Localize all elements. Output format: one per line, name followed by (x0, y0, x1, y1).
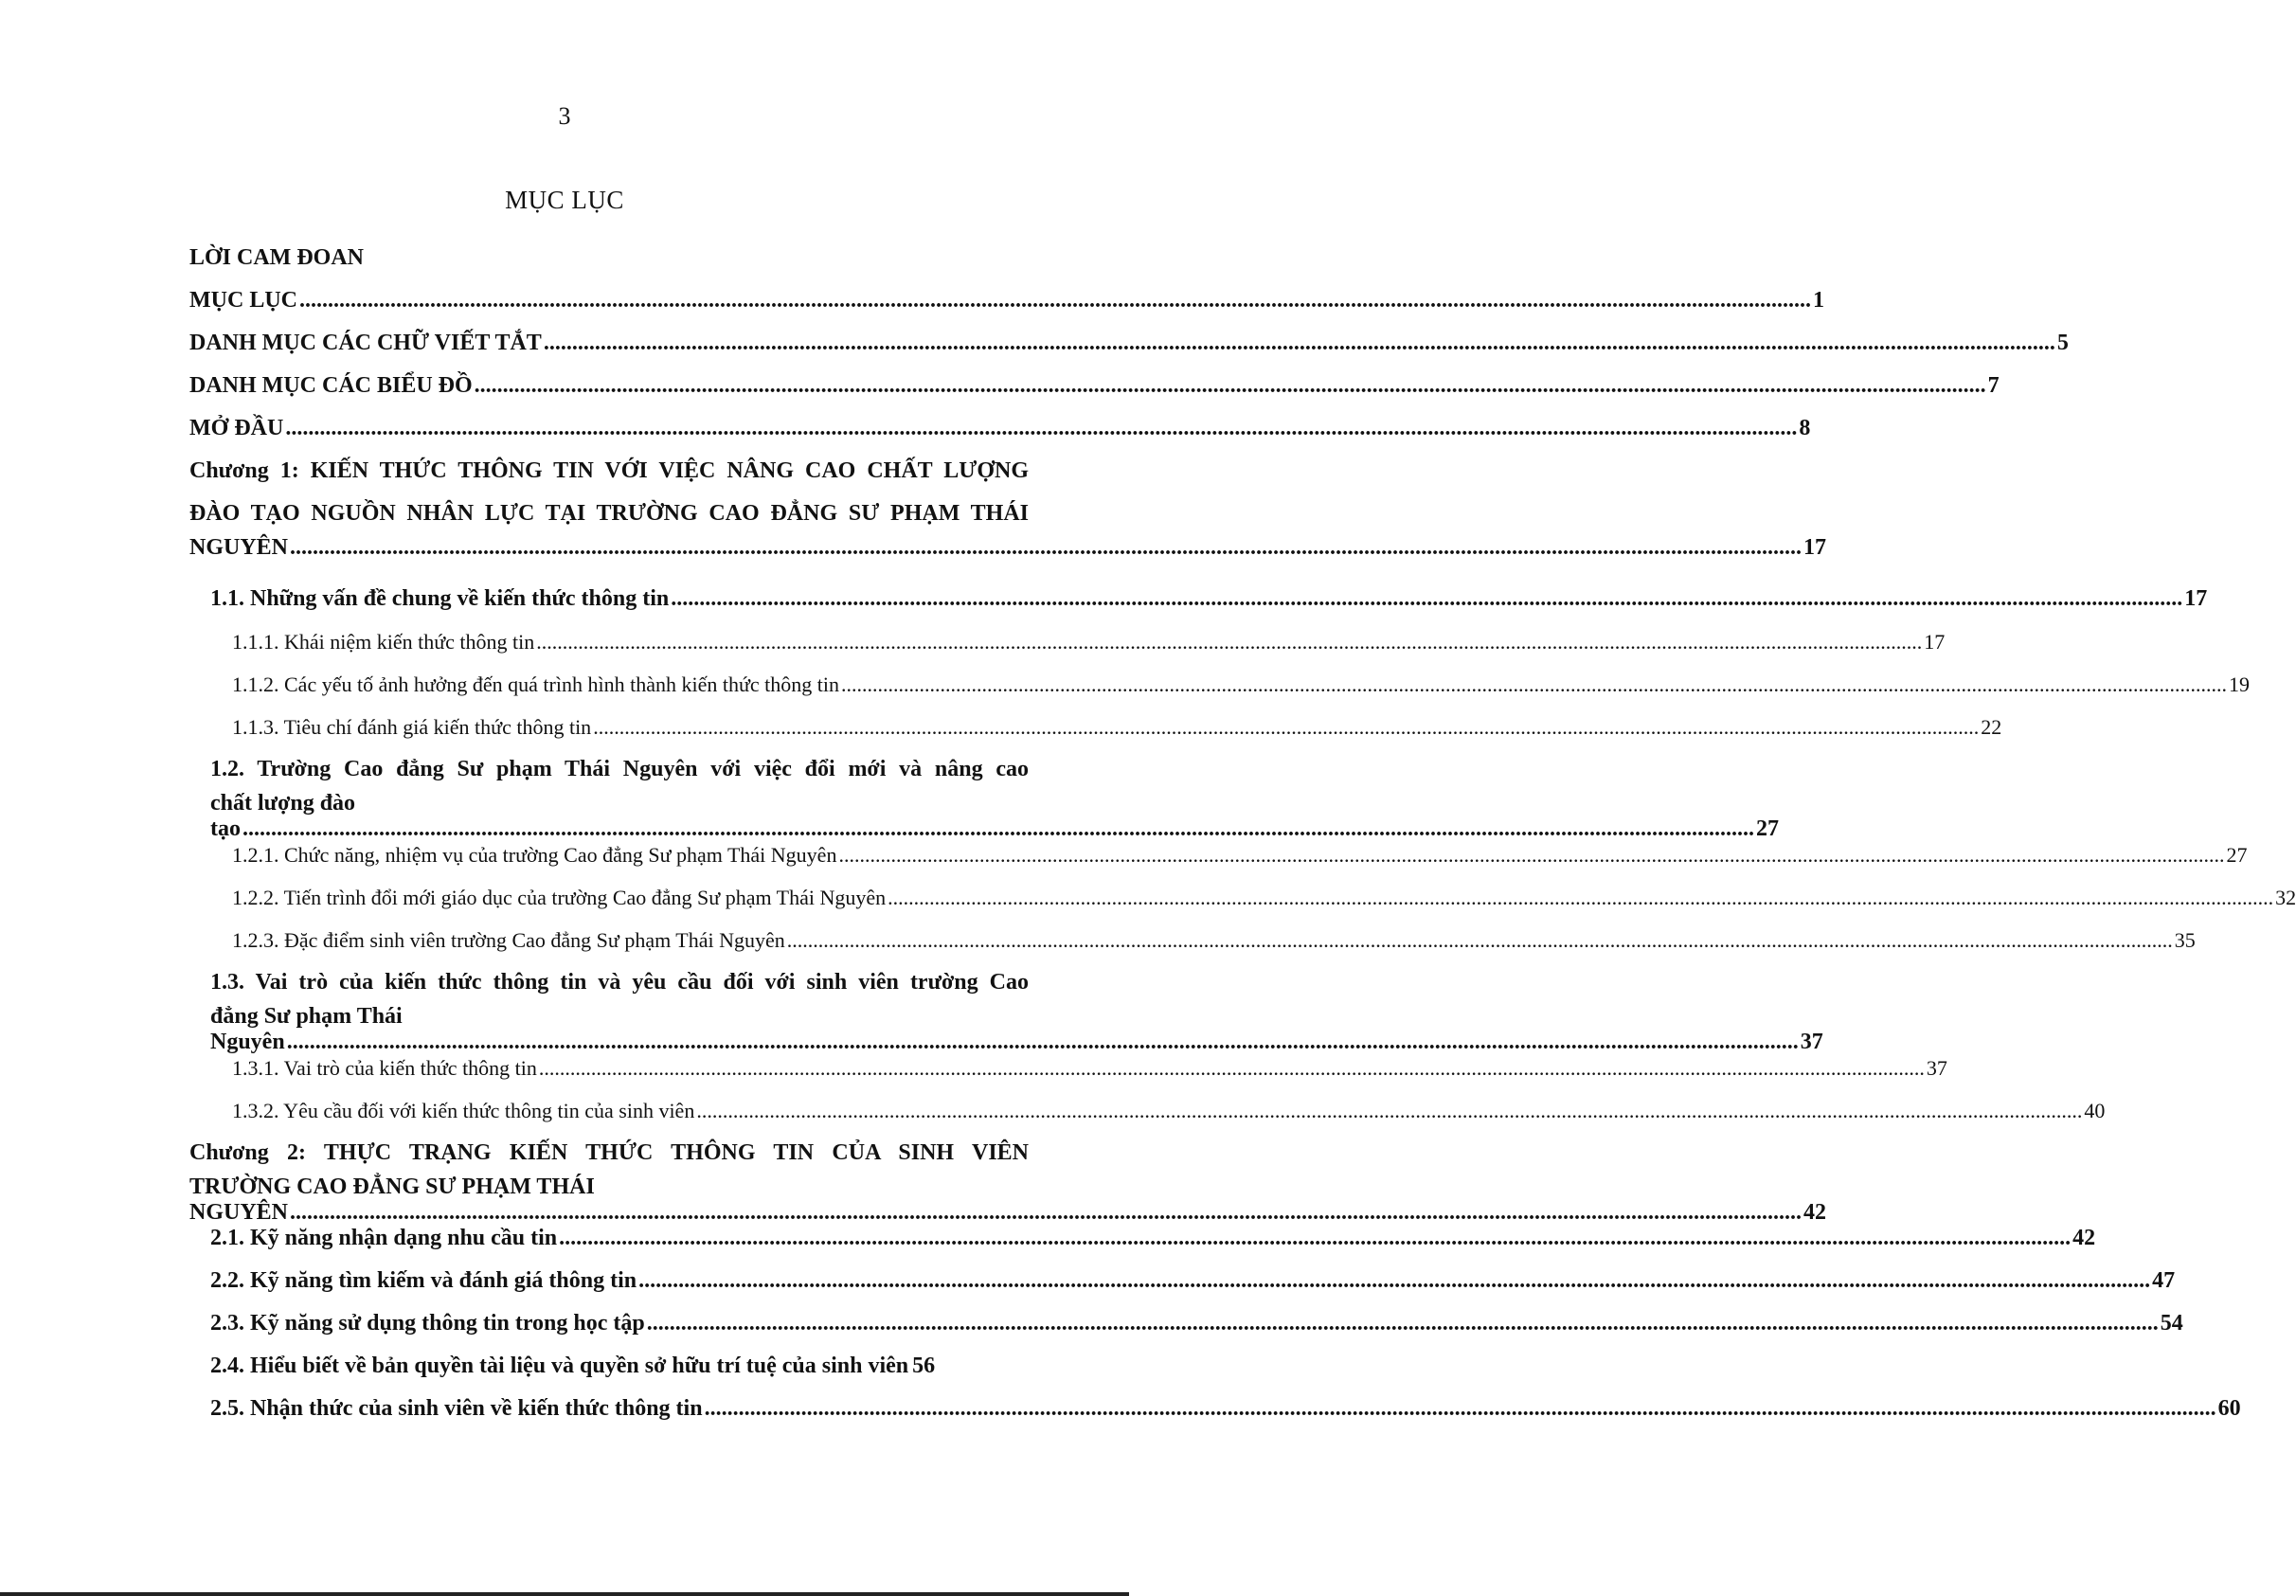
dot-leader (299, 279, 1811, 322)
toc-entry-1-1[interactable] (189, 578, 2208, 620)
toc-entry-text: 1.3.2. Yêu cầu đối với kiến thức thông tin của sinh viên (232, 1099, 695, 1122)
toc-entry-text: 2.4. Hiểu biết về bản quyền tài liệu và quyền sở hữu trí tuệ của sinh viên (210, 1354, 909, 1378)
toc-entry-text-line-1: 1.3. Vai trò của kiến thức thông tin và yêu cầu đối với sinh viên trường Cao (210, 970, 1029, 995)
toc-entry-page: 17 (1924, 630, 1946, 654)
toc-entry-page: 19 (2229, 672, 2250, 696)
toc-entry-text: 2.3. Kỹ năng sử dụng thông tin trong học tập (210, 1311, 645, 1336)
scan-edge-line (0, 1592, 1129, 1596)
dot-leader (593, 706, 1979, 748)
dot-leader (544, 322, 2055, 365)
toc-entry-text-line-2: đẳng Sư phạm Thái Nguyên (210, 1004, 403, 1054)
toc-entry-chapter-2[interactable] (189, 1132, 1827, 1225)
toc-entry-page: 32 (2275, 886, 2296, 909)
dot-leader (696, 1089, 2082, 1132)
toc-entry-page: 27 (1756, 816, 1779, 841)
toc-entry-page: 35 (2174, 928, 2196, 952)
toc-entry-text: DANH MỤC CÁC BIỂU ĐỒ (189, 373, 473, 398)
toc-entry-text: MỤC LỤC (189, 288, 297, 313)
toc-entry-2-5[interactable] (189, 1388, 2241, 1430)
dot-leader (638, 1260, 2150, 1302)
dot-leader (888, 876, 2273, 919)
toc-entry-introduction[interactable] (189, 407, 1811, 450)
toc-entry-text-line-2: ĐÀO TẠO NGUỒN NHÂN LỰC TẠI TRƯỜNG CAO ĐẲNG SƯ PHẠM THÁI (189, 501, 1029, 526)
toc-entry-text-line-1: 1.2. Trường Cao đẳng Sư phạm Thái Nguyên với việc đổi mới và nâng cao (210, 757, 1029, 781)
toc-entry-2-1[interactable] (189, 1217, 2096, 1260)
toc-entry-page: 60 (2217, 1396, 2241, 1421)
toc-entry-page: 27 (2226, 843, 2248, 867)
dot-leader (285, 407, 1797, 450)
toc-entry-1-2-3[interactable] (189, 919, 2196, 961)
toc-entry-1-3-1[interactable] (189, 1047, 1947, 1089)
toc-entry-2-4[interactable] (189, 1345, 1029, 1388)
toc-entry-1-2-1[interactable] (189, 834, 2248, 876)
toc-entry-page: 17 (1803, 535, 1827, 560)
toc-entry-muc-luc[interactable] (189, 279, 1824, 322)
dot-leader (838, 834, 2224, 876)
toc-entry-page: 7 (1987, 373, 2000, 398)
toc-entry-text-line-2: chất lượng đào tạo (210, 791, 356, 841)
toc-entry-text: 1.2.2. Tiến trình đổi mới giáo dục của trường Cao đẳng Sư phạm Thái Nguyên (232, 886, 887, 909)
dot-leader (705, 1388, 2216, 1430)
toc-entry-text: DANH MỤC CÁC CHỮ VIẾT TẮT (189, 331, 542, 355)
dot-leader (475, 365, 1986, 407)
toc-entry-page: 47 (2152, 1268, 2176, 1293)
toc-entry-page: 22 (1981, 715, 2002, 739)
toc-entry-page: 1 (1813, 288, 1824, 313)
toc-entry-text-line-2: TRƯỜNG CAO ĐẲNG SƯ PHẠM THÁI NGUYÊN (189, 1175, 595, 1225)
toc-entry-2-2[interactable] (189, 1260, 2176, 1302)
toc-entry-1-2-2[interactable] (189, 876, 2296, 919)
toc-entry-text: 2.1. Kỹ năng nhận dạng nhu cầu tin (210, 1226, 558, 1250)
page-number: 3 (558, 102, 571, 130)
toc-entry-page: 40 (2084, 1099, 2106, 1122)
dot-leader (536, 620, 1922, 663)
dot-leader (290, 535, 1802, 560)
toc-entry-page: 42 (1803, 1200, 1827, 1225)
toc-entry-text: 2.5. Nhận thức của sinh viên về kiến thức thông tin (210, 1396, 703, 1421)
toc-entry-text-line-1: Chương 1: KIẾN THỨC THÔNG TIN VỚI VIỆC NÂNG CAO CHẤT LƯỢNG (189, 458, 1029, 483)
toc-entry-text-line-3: NGUYÊN (189, 535, 289, 560)
toc-entry-2-3[interactable] (189, 1302, 2183, 1345)
toc-entry-1-3[interactable] (189, 961, 1823, 1054)
toc-entry-1-1-3[interactable] (189, 706, 2002, 748)
toc-entry-charts[interactable] (189, 365, 2000, 407)
toc-entry-1-1-2[interactable] (189, 663, 2250, 706)
toc-entry-text: 1.3.1. Vai trò của kiến thức thông tin (232, 1056, 537, 1080)
toc-entry-1-3-2[interactable] (189, 1089, 2106, 1132)
toc-entry-page: 17 (2184, 586, 2208, 611)
toc-entry-page: 5 (2056, 331, 2069, 355)
dot-leader (559, 1217, 2071, 1260)
toc-entry-page: 8 (1799, 416, 1811, 440)
toc-entry-text: 1.2.1. Chức năng, nhiệm vụ của trường Cao đẳng Sư phạm Thái Nguyên (232, 843, 837, 867)
toc-entry-abbreviations[interactable] (189, 322, 2069, 365)
toc-entry-page: 37 (1926, 1056, 1947, 1080)
toc-title: MỤC LỤC (505, 186, 624, 214)
toc-entry-page: 56 (912, 1354, 936, 1378)
toc-entry-page: 42 (2072, 1226, 2096, 1250)
toc-entry-text: 1.1. Những vấn đề chung về kiến thức thông tin (210, 586, 670, 611)
toc-entry-page: 54 (2160, 1311, 2183, 1336)
toc-entry-text: 1.2.3. Đặc điểm sinh viên trường Cao đẳng Sư phạm Thái Nguyên (232, 928, 785, 952)
toc-entry-text-line-1: Chương 2: THỰC TRẠNG KIẾN THỨC THÔNG TIN CỦA SINH VIÊN (189, 1140, 1029, 1165)
toc-entry-text: 1.1.2. Các yếu tố ảnh hưởng đến quá trình hình thành kiến thức thông tin (232, 672, 839, 696)
toc-entry-1-2[interactable] (189, 748, 1779, 841)
toc-entry-text: 2.2. Kỹ năng tìm kiếm và đánh giá thông tin (210, 1268, 637, 1293)
dot-leader (539, 1047, 1925, 1089)
dot-leader (671, 578, 2182, 620)
dot-leader (647, 1302, 2159, 1345)
dot-leader (787, 919, 2173, 961)
toc-entry-1-1-1[interactable] (189, 620, 1946, 663)
toc-entry-page: 37 (1800, 1030, 1823, 1054)
toc-entry-loi-cam-doan[interactable] (189, 237, 1029, 279)
toc-entry-text: 1.1.1. Khái niệm kiến thức thông tin (232, 630, 535, 654)
toc-entry-text: LỜI CAM ĐOAN (189, 245, 364, 270)
toc-entry-text: MỞ ĐẦU (189, 416, 284, 440)
dot-leader (841, 663, 2227, 706)
toc-entry-chapter-1[interactable] (189, 450, 1827, 578)
table-of-contents (189, 237, 2296, 1430)
toc-entry-text: 1.1.3. Tiêu chí đánh giá kiến thức thông tin (232, 715, 592, 739)
